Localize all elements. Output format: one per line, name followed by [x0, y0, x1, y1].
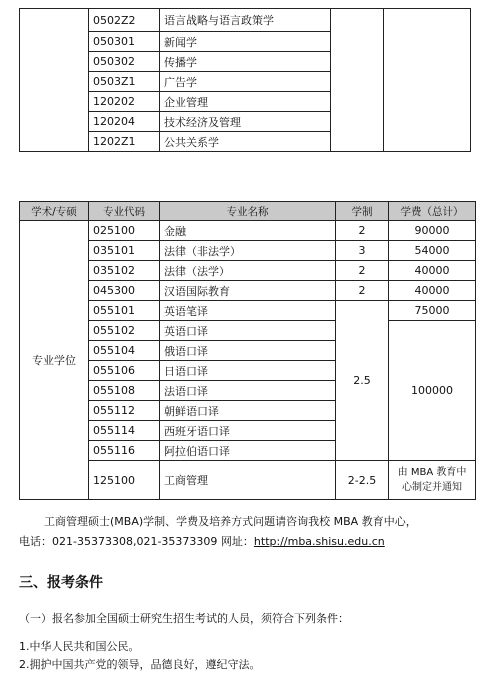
section-title: 三、报考条件	[19, 575, 103, 591]
major-code: 0502Z2	[89, 9, 160, 32]
fee: 75000	[389, 301, 476, 321]
major-code: 120202	[89, 92, 160, 112]
fee-table	[19, 201, 476, 500]
duration: 2-2.5	[336, 461, 389, 500]
fee: 由 MBA 教育中心制定并通知	[389, 461, 476, 500]
table-row	[20, 221, 476, 241]
major-name: 俄语口译	[160, 341, 336, 361]
condition-item: 2.拥护中国共产党的领导，品德良好，遵纪守法。	[19, 658, 261, 671]
header-name: 专业名称	[160, 202, 336, 221]
major-name: 金融	[160, 221, 336, 241]
table-row	[20, 9, 471, 32]
major-name: 英语笔译	[160, 301, 336, 321]
mba-note: 工商管理硕士(MBA)学制、学费及培养方式问题请咨询我校 MBA 教育中心，	[44, 515, 417, 528]
contact-line	[19, 533, 469, 551]
major-code: 120204	[89, 112, 160, 132]
table-header-row	[20, 202, 476, 221]
fee: 40000	[389, 281, 476, 301]
major-name: 西班牙语口译	[160, 421, 336, 441]
duration: 2	[336, 261, 389, 281]
major-code: 055104	[89, 341, 160, 361]
major-name: 技术经济及管理	[160, 112, 331, 132]
duration-cell-empty	[331, 9, 384, 152]
fee: 90000	[389, 221, 476, 241]
major-name: 新闻学	[160, 32, 331, 52]
duration: 3	[336, 241, 389, 261]
major-code: 055116	[89, 441, 160, 461]
table-row	[20, 321, 476, 341]
major-name: 汉语国际教育	[160, 281, 336, 301]
major-code: 050301	[89, 32, 160, 52]
major-name: 法律（法学）	[160, 261, 336, 281]
mba-website-link[interactable]: http://mba.shisu.edu.cn	[253, 535, 385, 548]
header-code: 专业代码	[89, 202, 160, 221]
header-type: 学术/专硕	[20, 202, 89, 221]
mti-duration: 2.5	[336, 301, 389, 461]
condition-item: 1.中华人民共和国公民。	[19, 640, 140, 653]
major-name: 法语口译	[160, 381, 336, 401]
major-code: 055114	[89, 421, 160, 441]
major-code: 125100	[89, 461, 160, 500]
major-code: 0503Z1	[89, 72, 160, 92]
major-name: 阿拉伯语口译	[160, 441, 336, 461]
major-name: 语言战略与语言政策学	[160, 9, 331, 32]
header-fee: 学费（总计）	[389, 202, 476, 221]
contact-phone: 电话：021-35373308,021-35373309 网址：	[19, 535, 254, 548]
major-name: 日语口译	[160, 361, 336, 381]
header-duration: 学制	[336, 202, 389, 221]
table-row	[20, 281, 476, 301]
major-name: 公共关系学	[160, 132, 331, 152]
table-row	[20, 461, 476, 500]
fee-cell-empty	[384, 9, 471, 152]
type-cell-empty	[20, 9, 89, 152]
major-code: 025100	[89, 221, 160, 241]
major-code: 050302	[89, 52, 160, 72]
fee: 54000	[389, 241, 476, 261]
major-name: 广告学	[160, 72, 331, 92]
major-code: 035102	[89, 261, 160, 281]
section-intro: （一）报名参加全国硕士研究生招生考试的人员，须符合下列条件：	[19, 612, 349, 625]
major-code: 055106	[89, 361, 160, 381]
major-name: 企业管理	[160, 92, 331, 112]
major-code: 035101	[89, 241, 160, 261]
table-row	[20, 261, 476, 281]
major-code: 1202Z1	[89, 132, 160, 152]
duration: 2	[336, 221, 389, 241]
major-name: 朝鲜语口译	[160, 401, 336, 421]
top-table-fragment	[19, 8, 471, 152]
major-name: 传播学	[160, 52, 331, 72]
major-code: 045300	[89, 281, 160, 301]
major-code: 055108	[89, 381, 160, 401]
table-row	[20, 301, 476, 321]
major-name: 英语口译	[160, 321, 336, 341]
duration: 2	[336, 281, 389, 301]
table-row	[20, 241, 476, 261]
major-code: 055112	[89, 401, 160, 421]
fee: 40000	[389, 261, 476, 281]
major-code: 055102	[89, 321, 160, 341]
degree-type-cell: 专业学位	[20, 221, 89, 500]
major-code: 055101	[89, 301, 160, 321]
major-name: 法律（非法学）	[160, 241, 336, 261]
interpretation-fee: 100000	[389, 321, 476, 461]
major-name: 工商管理	[160, 461, 336, 500]
